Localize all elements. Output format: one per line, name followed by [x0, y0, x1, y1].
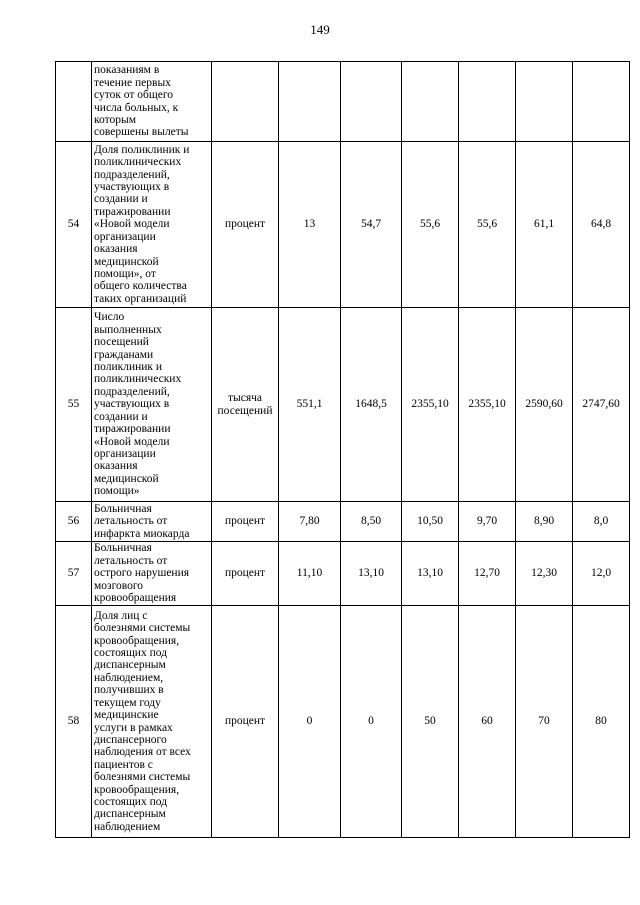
name-line: создании и: [94, 410, 148, 423]
name-line: текущем году: [94, 696, 161, 709]
value-cell: 0: [279, 606, 341, 838]
name-line: тиражировании: [94, 423, 171, 436]
name-line: участвующих в: [94, 398, 170, 411]
unit-cell: процент: [212, 606, 279, 838]
name-line: диспансерного: [94, 733, 167, 746]
name-line: оказания: [94, 460, 138, 473]
name-line: общего количества: [94, 280, 187, 293]
indicator-name: [92, 62, 212, 142]
name-line: помощи», от: [94, 267, 156, 280]
table-body: [56, 62, 630, 838]
table-row: [56, 308, 630, 502]
value-cell: 2747,60: [573, 308, 630, 502]
row-number: 58: [56, 606, 92, 838]
name-line: медицинской: [94, 255, 159, 268]
name-line: состоящих под: [94, 795, 167, 808]
name-line: поликлиник и: [94, 361, 163, 374]
name-line: организации: [94, 230, 156, 243]
table-row: [56, 606, 630, 838]
name-line: услуги в рамках: [94, 721, 173, 734]
row-number: 55: [56, 308, 92, 502]
name-line: помощи»: [94, 485, 140, 498]
value-cell: 55,6: [459, 142, 516, 308]
value-cell: 8,0: [573, 502, 630, 542]
name-line: числа больных, к: [94, 101, 179, 114]
unit-cell: тысяча посещений: [212, 308, 279, 502]
value-cell: 70: [516, 606, 573, 838]
value-cell: 54,7: [341, 142, 402, 308]
name-line: совершены вылеты: [94, 126, 189, 139]
name-line: выполненных: [94, 323, 162, 336]
name-line: «Новой модели: [94, 435, 170, 448]
indicator-name: [92, 606, 212, 838]
value-cell: 13,10: [402, 542, 459, 606]
name-line: летальность от: [94, 554, 168, 567]
name-line: болезнями системы: [94, 771, 191, 784]
table-row: [56, 142, 630, 308]
name-line: тиражировании: [94, 205, 171, 218]
name-line: пациентов с: [94, 758, 153, 771]
name-line: оказания: [94, 243, 138, 256]
name-line: болезнями системы: [94, 622, 191, 635]
name-line: кровообращения,: [94, 783, 180, 796]
name-line: показаниям в: [94, 64, 160, 77]
indicator-name: [92, 542, 212, 606]
name-line: состоящих под: [94, 647, 167, 660]
value-cell: 55,6: [402, 142, 459, 308]
name-line: медицинские: [94, 709, 159, 722]
value-cell: 8,50: [341, 502, 402, 542]
table-row: [56, 502, 630, 542]
value-cell: 7,80: [279, 502, 341, 542]
name-line: летальность от: [94, 515, 168, 528]
value-cell: 64,8: [573, 142, 630, 308]
name-line: создании и: [94, 193, 148, 206]
indicators-table: [55, 61, 630, 838]
name-line: Число: [94, 311, 125, 324]
name-line: диспансерным: [94, 659, 166, 672]
value-cell: 61,1: [516, 142, 573, 308]
value-cell: [516, 62, 573, 142]
value-cell: 2355,10: [459, 308, 516, 502]
name-line: Больничная: [94, 542, 152, 555]
name-line: получивших в: [94, 684, 164, 697]
indicator-name: [92, 142, 212, 308]
name-line: наблюдения от всех: [94, 746, 191, 759]
name-line: подразделений,: [94, 168, 170, 181]
value-cell: 12,0: [573, 542, 630, 606]
name-line: участвующих в: [94, 181, 170, 194]
name-line: Больничная: [94, 502, 152, 515]
name-line: подразделений,: [94, 385, 170, 398]
unit-cell: процент: [212, 142, 279, 308]
value-cell: 60: [459, 606, 516, 838]
table-row: [56, 542, 630, 606]
value-cell: 50: [402, 606, 459, 838]
page-number: 149: [310, 22, 330, 37]
name-line: течение первых: [94, 76, 171, 89]
value-cell: 13,10: [341, 542, 402, 606]
value-cell: 13: [279, 142, 341, 308]
name-line: кровообращения,: [94, 634, 180, 647]
value-cell: 1648,5: [341, 308, 402, 502]
name-line: посещений: [94, 336, 149, 349]
value-cell: 80: [573, 606, 630, 838]
unit-cell: процент: [212, 502, 279, 542]
value-cell: 0: [341, 606, 402, 838]
value-cell: 551,1: [279, 308, 341, 502]
row-number: 57: [56, 542, 92, 606]
row-number: 54: [56, 142, 92, 308]
name-line: мозгового: [94, 579, 144, 592]
name-line: Доля лиц с: [94, 609, 148, 622]
name-line: наблюдением: [94, 820, 161, 833]
name-line: суток от общего: [94, 89, 174, 102]
value-cell: [573, 62, 630, 142]
value-cell: [279, 62, 341, 142]
indicator-name: [92, 502, 212, 542]
name-line: таких организаций: [94, 292, 187, 305]
row-number: 56: [56, 502, 92, 542]
name-line: кровообращения: [94, 592, 177, 605]
value-cell: 9,70: [459, 502, 516, 542]
name-line: инфаркта миокарда: [94, 527, 190, 540]
value-cell: [341, 62, 402, 142]
value-cell: 2355,10: [402, 308, 459, 502]
value-cell: [402, 62, 459, 142]
name-line: медицинской: [94, 472, 159, 485]
name-line: которым: [94, 113, 136, 126]
value-cell: 12,30: [516, 542, 573, 606]
name-line: Доля поликлиник и: [94, 143, 190, 156]
name-line: диспансерным: [94, 808, 166, 821]
name-line: острого нарушения: [94, 567, 190, 580]
name-line: поликлинических: [94, 373, 182, 386]
value-cell: 10,50: [402, 502, 459, 542]
name-line: наблюдением,: [94, 671, 164, 684]
value-cell: 2590,60: [516, 308, 573, 502]
value-cell: [459, 62, 516, 142]
unit-cell: [212, 62, 279, 142]
value-cell: 11,10: [279, 542, 341, 606]
row-number: [56, 62, 92, 142]
name-line: поликлинических: [94, 156, 182, 169]
value-cell: 8,90: [516, 502, 573, 542]
table-row: [56, 62, 630, 142]
indicator-name: [92, 308, 212, 502]
name-line: организации: [94, 447, 156, 460]
name-line: гражданами: [94, 348, 154, 361]
unit-cell: процент: [212, 542, 279, 606]
name-line: «Новой модели: [94, 218, 170, 231]
value-cell: 12,70: [459, 542, 516, 606]
